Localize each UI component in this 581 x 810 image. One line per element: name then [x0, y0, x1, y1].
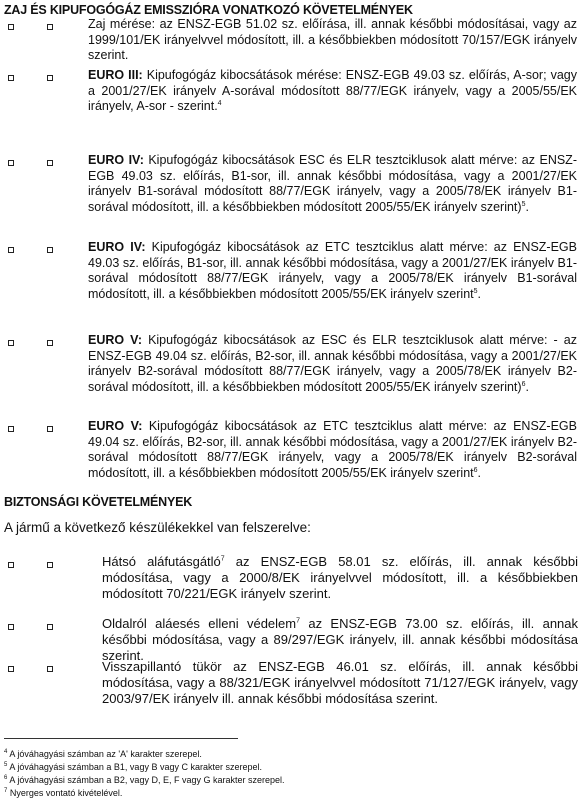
footnote: $^6$ A jóváhagyási számban a B2, vagy D, E, F vagy G karakter szerepel.	[4, 775, 285, 785]
section-intro: A jármű a következő készülékekkel van felszerelve:	[4, 520, 311, 535]
checkbox[interactable]	[8, 75, 14, 81]
footnote: $^4$ A jóváhagyási számban az 'A' karakter szerepel.	[4, 749, 202, 759]
checkbox[interactable]	[8, 562, 14, 568]
checkbox[interactable]	[47, 624, 53, 630]
checkbox[interactable]	[47, 24, 53, 30]
checkbox[interactable]	[8, 666, 14, 672]
item-text: Oldalról aláesés elleni védelem$^7$ az ENSZ-EGB 73.00 sz. előírás, ill. annak későbbi módosítása, vagy a 89/297/EGK irányelv, ill. annak későbbi módosítása szerint.	[102, 616, 579, 664]
item-text: EURO IV: Kipufogógáz kibocsátások ESC és ELR tesztciklusok alatt mérve: az ENSZ-EGB 49.03 sz. előírás, B1-sor, ill. annak későbbi módosítása, vagy a 2001/27/EK irányelv B1-sorával módosított 88/77/EGK irányelv, vagy a 2005/78/EK irányelv B1-sorával módosított, ill. a későbbiekben módosított 2005/55/EK irányelv szerint)$^5$.	[88, 153, 577, 214]
checkbox[interactable]	[47, 666, 53, 672]
section-heading-safety: BIZTONSÁGI KÖVETELMÉNYEK	[4, 495, 193, 509]
footnote-divider	[4, 738, 238, 739]
footnote: $^5$ A jóváhagyási számban a B1, vagy B vagy C karakter szerepel.	[4, 762, 262, 772]
item-text: Visszapillantó tükör az ENSZ-EGB 46.01 sz. előírás, ill. annak későbbi módosítása, vagy a 88/321/EGK irányelvvel módosított 71/127/EGK irányelv, vagy 2003/97/EK irányelv ill. annak későbbi módosítása szerint.	[102, 659, 578, 707]
section-heading-emission: ZAJ ÉS KIPUFOGÓGÁZ EMISSZIÓRA VONATKOZÓ KÖVETELMÉNYEK	[4, 3, 413, 17]
checkbox[interactable]	[47, 340, 53, 346]
item-text: EURO V: Kipufogógáz kibocsátások az ESC és ELR tesztciklusok alatt mérve: - az ENSZ-EGB 49.04 sz. előírás, B2-sor, ill. annak későbbi módosítása, vagy a 2001/27/EK irányelv B2-sorával módosított 88/77/EGK irányelv, vagy a 2005/78/EK irányelv B2-sorával módosított, ill. a későbbiekben módosított 2005/55/EK irányelv szerint)$^6$.	[88, 333, 577, 394]
item-text: EURO III: Kipufogógáz kibocsátások mérése: ENSZ-EGB 49.03 sz. előírás, A-sor; vagy a 2001/27/EK irányelv A-sorával módosított 88/77/EGK irányelv, vagy a 2005/55/EK irányelv, A-sor - szerint.$^4$	[88, 68, 577, 114]
checkbox[interactable]	[8, 624, 14, 630]
checkbox[interactable]	[8, 426, 14, 432]
checkbox[interactable]	[8, 24, 14, 30]
footnote: $^7$ Nyerges vontató kivételével.	[4, 788, 123, 798]
checkbox[interactable]	[47, 160, 53, 166]
checkbox[interactable]	[47, 75, 53, 81]
checkbox[interactable]	[47, 562, 53, 568]
item-text: EURO IV: Kipufogógáz kibocsátások az ETC tesztciklus alatt mérve: az ENSZ-EGB 49.03 sz. előírás, B1-sor, ill. annak későbbi módosítása, vagy a 2001/27/EK irányelv B1-sorával módosított 88/77/EGK irányelv, vagy a 2005/78/EK irányelv B1-sorával módosított, ill. a későbbiekben módosított 2005/55/EK irányelv szerint$^5$.	[88, 240, 577, 301]
checkbox[interactable]	[8, 160, 14, 166]
item-text: Zaj mérése: az ENSZ-EGB 51.02 sz. előírása, ill. annak későbbi módosításai, vagy az 1999/101/EK irányelvvel módosított, ill. a későbbiekben módosított 70/157/EGK irányelv szerint.	[88, 17, 577, 63]
checkbox[interactable]	[47, 426, 53, 432]
item-text: Hátsó aláfutásgátló$^7$ az ENSZ-EGB 58.01 sz. előírás, ill. annak későbbi módosítása, vagy a 2000/8/EK irányelvvel módosított, ill. a későbbiekben módosított 70/221/EGK irányelv szerint.	[102, 554, 579, 602]
checkbox[interactable]	[47, 247, 53, 253]
item-text: EURO V: Kipufogógáz kibocsátások az ETC tesztciklus alatt mérve: az ENSZ-EGB 49.04 sz. előírás, B2-sor, ill. annak későbbi módosítása, vagy a 2001/27/EK irányelv B2-sorával módosított 88/77/EGK irányelv, vagy a 2005/78/EK irányelv B2-sorával módosított, ill. a későbbiekben módosított 2005/55/EK irányelv szerint$^6$.	[88, 419, 577, 480]
checkbox[interactable]	[8, 340, 14, 346]
checkbox[interactable]	[8, 247, 14, 253]
